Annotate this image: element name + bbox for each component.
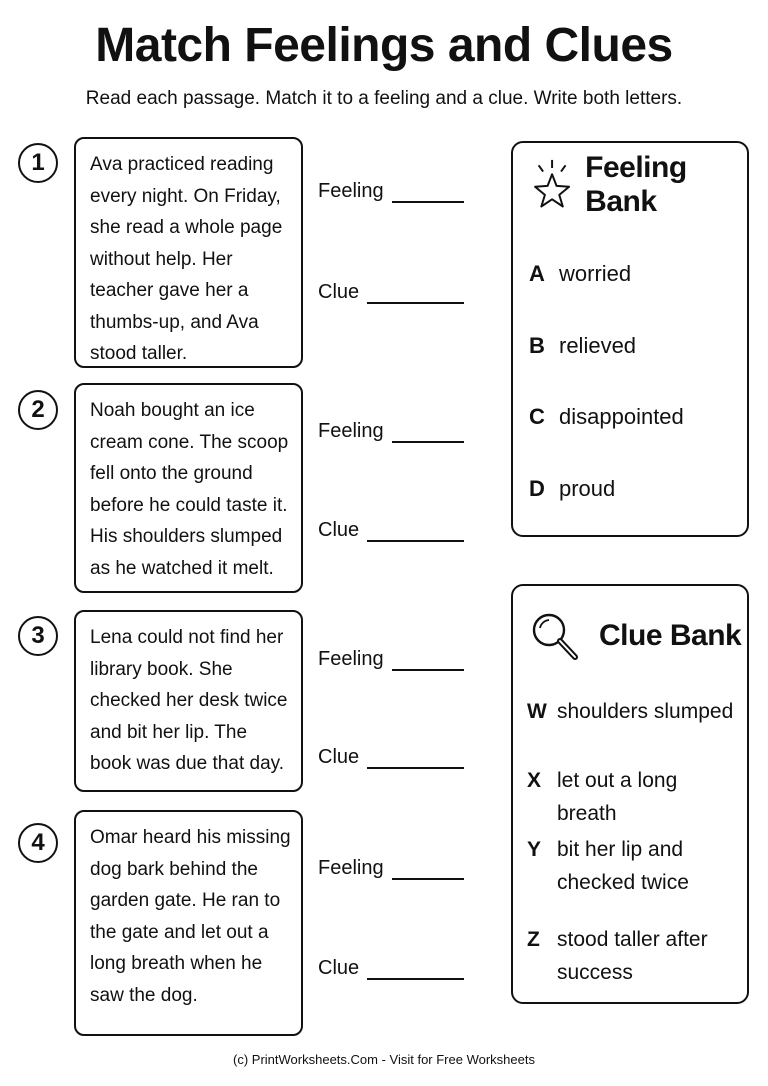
clue-label: Clue — [318, 281, 360, 303]
passage-number-2: 2 — [18, 390, 58, 430]
feeling-option-d — [529, 476, 744, 502]
option-text: relieved — [559, 333, 637, 358]
option-letter: D — [529, 476, 545, 501]
feeling-bank — [511, 141, 749, 537]
clue-label: Clue — [318, 746, 360, 768]
passage-box-4: Omar heard his missing dog bark behind the garden gate. He ran to the gate and let out a long breath when he saw the dog. — [74, 810, 303, 1036]
feeling-answer-2 — [318, 420, 464, 443]
magnifying-glass-icon — [527, 606, 583, 666]
passage-number-1: 1 — [18, 143, 58, 183]
feeling-blank-2[interactable] — [392, 421, 464, 443]
feeling-answer-3 — [318, 648, 464, 671]
feeling-answer-1 — [318, 180, 464, 203]
option-text: proud — [559, 476, 616, 501]
feeling-label: Feeling — [318, 180, 384, 202]
option-letter: W — [527, 700, 547, 723]
feeling-option-b — [529, 333, 744, 359]
clue-label: Clue — [318, 957, 360, 979]
star-icon — [527, 155, 577, 215]
option-text: stood taller after success — [557, 928, 708, 984]
option-text: let out a long breath — [557, 769, 678, 825]
clue-bank-header — [527, 606, 747, 666]
clue-option-w — [527, 695, 742, 728]
option-letter: B — [529, 333, 545, 358]
clue-option-z — [527, 923, 717, 989]
option-letter: C — [529, 404, 545, 429]
feeling-bank-header — [527, 151, 747, 218]
option-letter: X — [527, 769, 542, 792]
worksheet-title: Match Feelings and Clues — [95, 19, 673, 72]
feeling-blank-1[interactable] — [392, 181, 464, 203]
clue-answer-2 — [318, 519, 464, 542]
clue-label: Clue — [318, 519, 360, 541]
option-text: disappointed — [559, 404, 684, 429]
feeling-label: Feeling — [318, 648, 384, 670]
option-letter: Y — [527, 838, 542, 861]
clue-blank-1[interactable] — [367, 282, 464, 304]
feeling-blank-4[interactable] — [392, 858, 464, 880]
clue-blank-4[interactable] — [367, 958, 464, 980]
option-text: bit her lip and checked twice — [557, 838, 689, 894]
clue-bank — [511, 584, 749, 1004]
footer-credit: (c) PrintWorksheets.Com - Visit for Free Worksheets — [233, 1052, 535, 1067]
clue-blank-3[interactable] — [367, 747, 464, 769]
feeling-option-c — [529, 404, 744, 430]
option-letter: Z — [527, 928, 540, 951]
clue-answer-4 — [318, 957, 464, 980]
instructions: Read each passage. Match it to a feeling and a clue. Write both letters. — [85, 88, 683, 109]
feeling-label: Feeling — [318, 857, 384, 879]
passage-number-4: 4 — [18, 823, 58, 863]
feeling-label: Feeling — [318, 420, 384, 442]
option-letter: A — [529, 261, 545, 286]
option-text: worried — [559, 261, 632, 286]
clue-option-y — [527, 833, 717, 899]
clue-answer-1 — [318, 281, 464, 304]
clue-answer-3 — [318, 746, 464, 769]
clue-option-x — [527, 764, 742, 830]
feeling-answer-4 — [318, 857, 464, 880]
passage-box-2: Noah bought an ice cream cone. The scoop fell onto the ground before he could taste it. His shoulders slumped as he watched it melt. — [74, 383, 303, 593]
feeling-bank-title: Feeling Bank — [585, 151, 687, 218]
feeling-blank-3[interactable] — [392, 649, 464, 671]
feeling-option-a — [529, 261, 744, 287]
passage-box-1: Ava practiced reading every night. On Friday, she read a whole page without help. Her teacher gave her a thumbs-up, and Ava stood taller. — [74, 137, 303, 368]
clue-bank-title: Clue Bank — [599, 619, 742, 652]
clue-blank-2[interactable] — [367, 520, 464, 542]
passage-number-3: 3 — [18, 616, 58, 656]
option-text: shoulders slumped — [557, 700, 734, 723]
passage-box-3: Lena could not find her library book. She checked her desk twice and bit her lip. The book was due that day. — [74, 610, 303, 792]
